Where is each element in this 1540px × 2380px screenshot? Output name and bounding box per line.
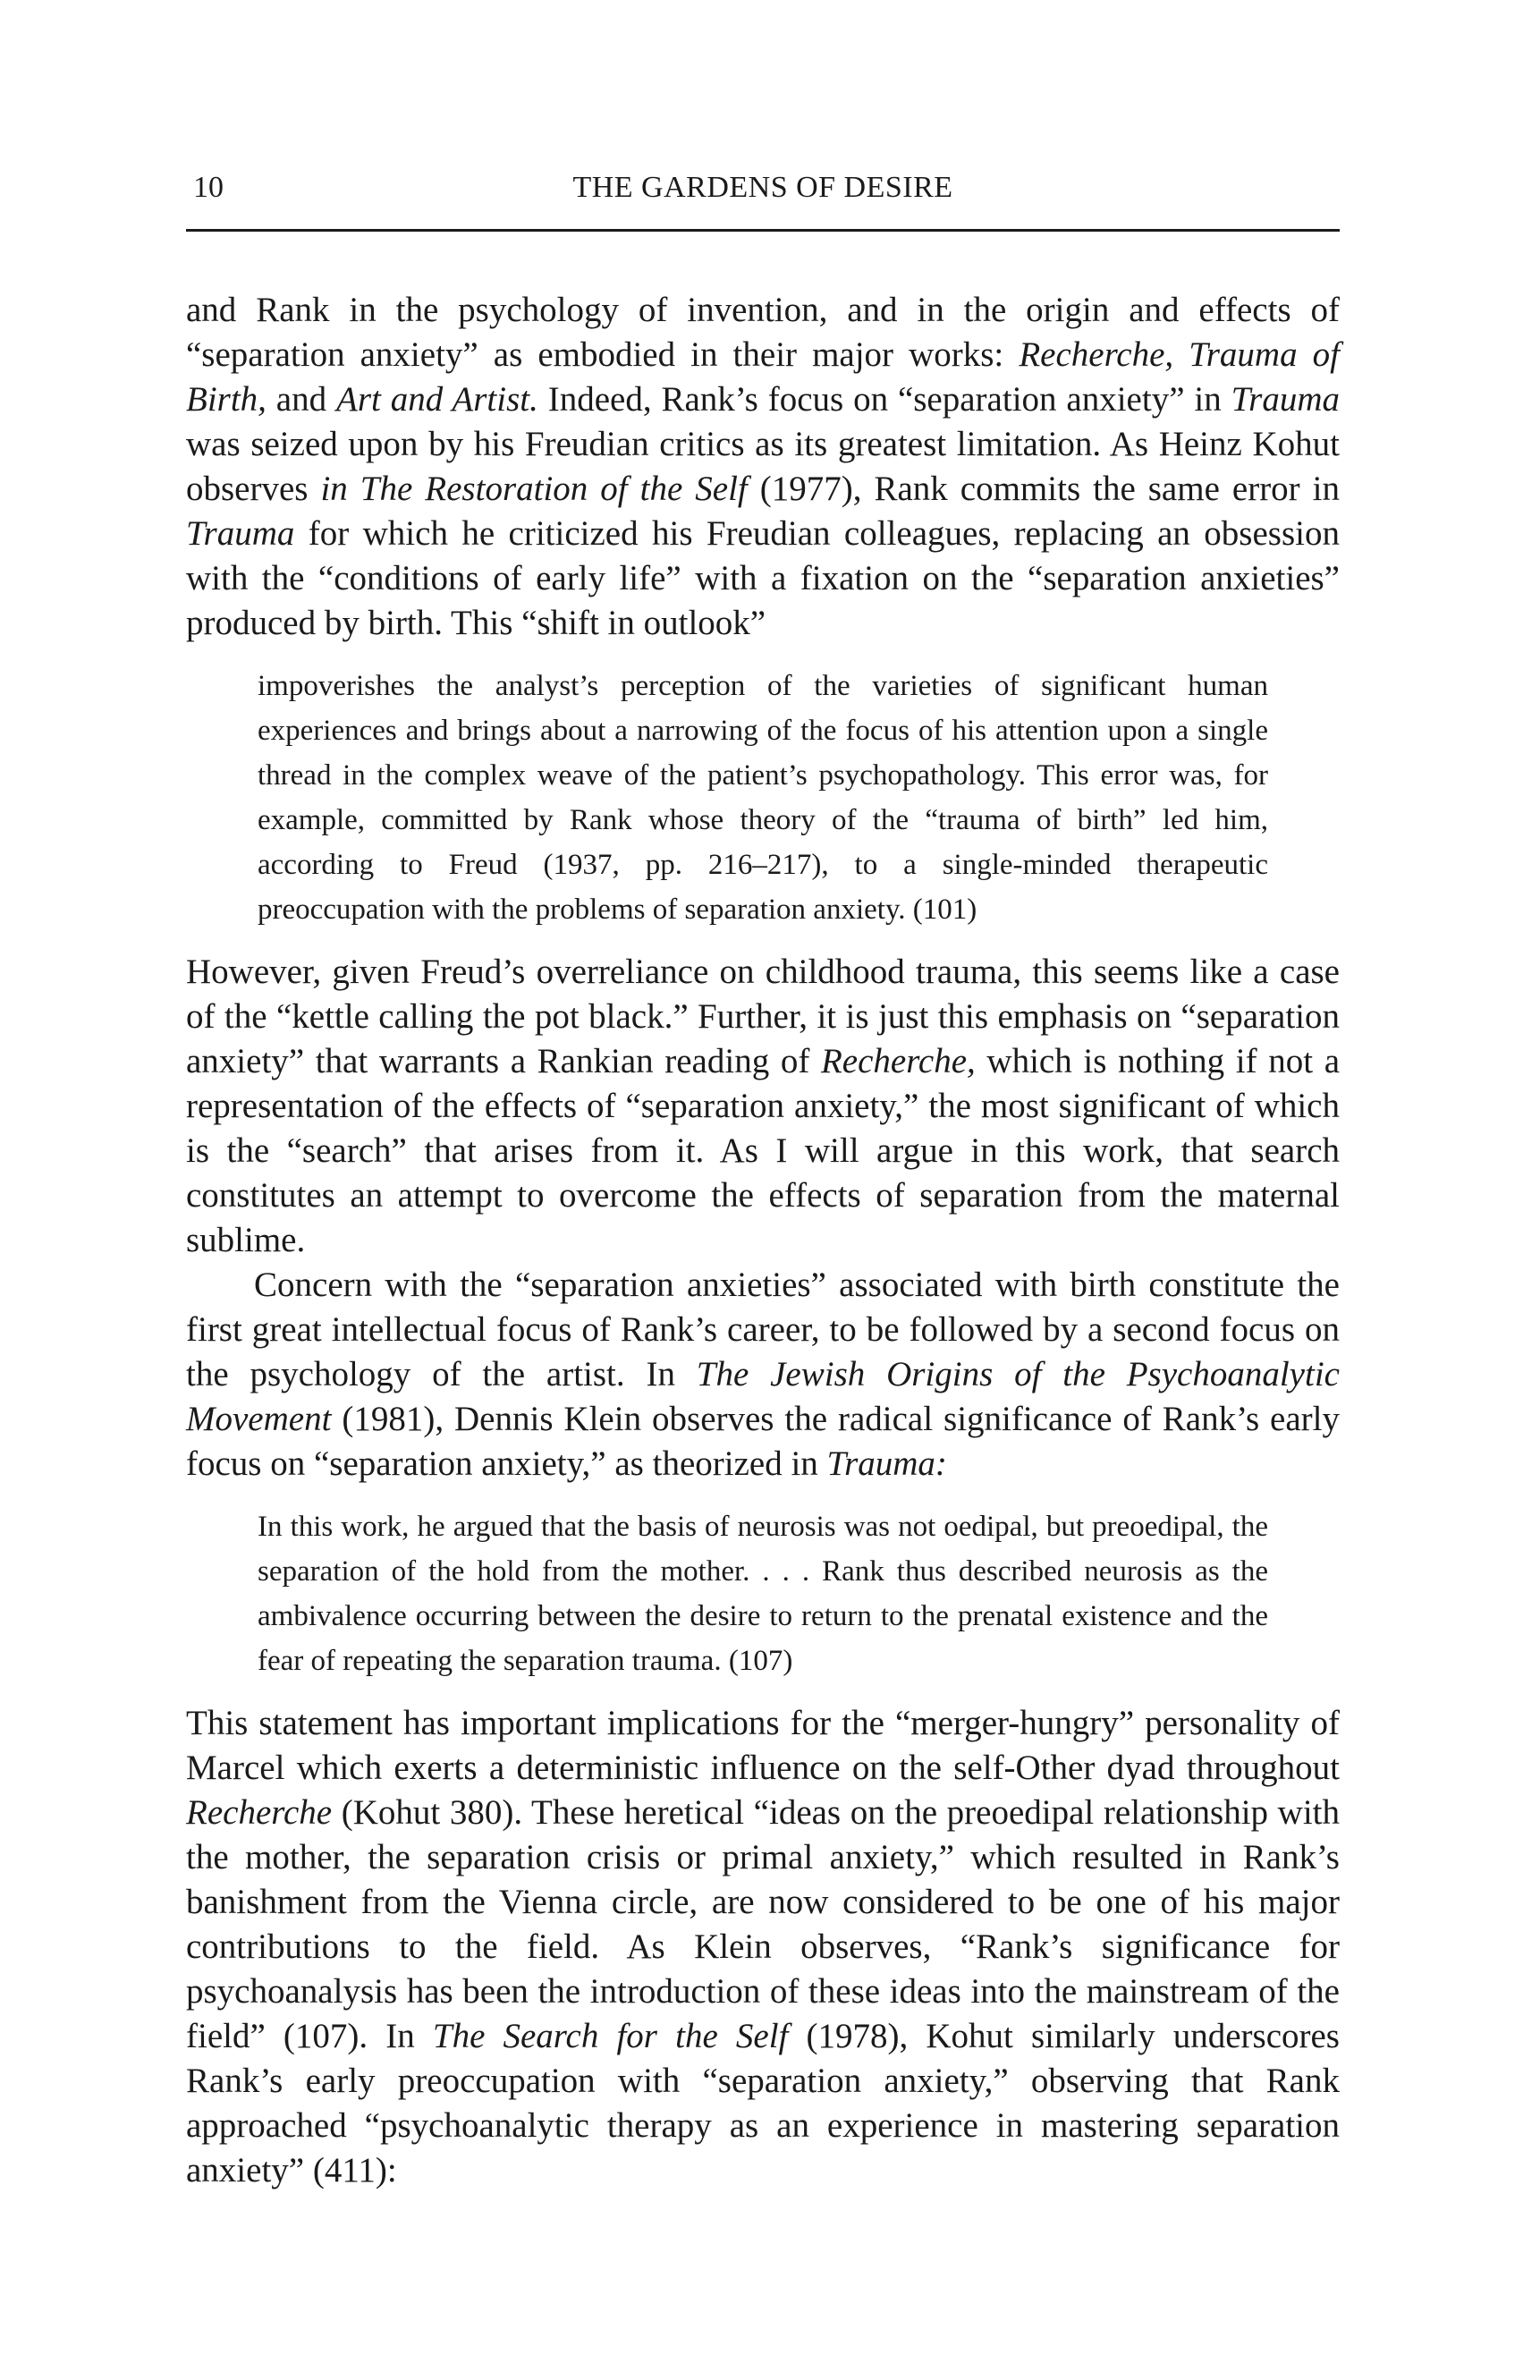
page-number: 10: [193, 171, 224, 204]
italic-title: The Search for the Self: [432, 2017, 789, 2055]
italic-title: Recherche: [186, 1793, 333, 1832]
text-run: Indeed, Rank’s focus on “separation anxiety” in: [537, 380, 1231, 419]
running-head: [186, 170, 1340, 224]
text-run: which is nothing if not a representation of the effects of “separation anxiety,” the most significant of which is the “search” that arises from it. As I will argue in this work, that search constitutes an attempt to overcome the effects of separation from the maternal sublime.: [186, 1042, 1341, 1259]
block-quote-2: In this work, he argued that the basis of neurosis was not oedipal, but preoedipal, the separation of the hold from the mother. . . . Rank thus described neurosis as the ambivalence occurring between the desire to return to the prenatal existence and the fear of repeating the separation trauma. (107): [258, 1511, 1268, 1677]
text-run: for which he criticized his Freudian colleagues, replacing an obsession with the “conditions of early life” with a fixation on the “separation anxieties” produced by birth. This “shift in outlook”: [186, 514, 1340, 642]
italic-title: in The Restoration of the Self: [320, 470, 748, 508]
text-run: (1978), Kohut similarly underscores Rank’s early preoccupation with “separation anxiety,” observing that Rank approached “psychoanalytic therapy as an experience in mastering separation anxiety” (411):: [186, 2017, 1340, 2189]
italic-title: Recherche, Trauma of Birth,: [186, 335, 1340, 419]
paragraph-3: [186, 1263, 1340, 1486]
paragraph-2: [186, 950, 1340, 1263]
text-run: Concern with the “separation anxieties” associated with birth constitute the first great intellectual focus of Rank’s career, to be followed by a second focus on the psychology of the artist. In: [186, 1266, 1340, 1393]
paragraph-4: [186, 1701, 1340, 2193]
text-run: However, given Freud’s overreliance on childhood trauma, this seems like a case of the “kettle calling the pot black.” Further, it is just this emphasis on “separation anxiety” that warrants a Rankian reading of: [186, 953, 1340, 1080]
italic-title: The Jewish Origins of the Psychoanalytic Movement: [186, 1355, 1340, 1438]
italic-title: Recherche,: [820, 1042, 976, 1080]
italic-title: Trauma:: [826, 1444, 947, 1483]
text-run: and Rank in the psychology of invention, and in the origin and effects of “separation anxiety” as embodied in their major works:: [186, 291, 1340, 374]
text-run: was seized upon by his Freudian critics as its greatest limitation. As Heinz Kohut observes: [186, 425, 1340, 508]
header-rule: [186, 229, 1340, 232]
italic-title: Trauma: [1231, 380, 1341, 419]
running-title: THE GARDENS OF DESIRE: [572, 171, 953, 204]
body-text: [186, 288, 1340, 2193]
paragraph-1: [186, 288, 1340, 646]
text-run: (1977), Rank commits the same error in: [747, 470, 1340, 508]
text-run: (Kohut 380). These heretical “ideas on the preoedipal relationship with the mother, the separation crisis or primal anxiety,” which resulted in Rank’s banishment from the Vienna circle, are now considered to be one of his major contributions to the field. As Klein observes, “Rank’s significance for psychoanalysis has been the introduction of these ideas into the mainstream of the field” (107). In: [186, 1793, 1340, 2055]
italic-title: Trauma: [186, 514, 295, 553]
italic-title: Art and Artist.: [336, 380, 538, 419]
text-run: and: [266, 380, 337, 419]
text-run: This statement has important implications for the “merger-hungry” personality of Marcel which exerts a deterministic influence on the self-Other dyad throughout: [186, 1704, 1340, 1787]
block-quote-1: impoverishes the analyst’s perception of the varieties of significant human experiences and brings about a narrowing of the focus of his attention upon a single thread in the complex weave of the patient’s psychopathology. This error was, for example, committed by Rank whose theory of the “trauma of birth” led him, according to Freud (1937, pp. 216–217), to a single-minded therapeutic preoccupation with the problems of separation anxiety. (101): [258, 670, 1268, 926]
text-run: (1981), Dennis Klein observes the radical significance of Rank’s early focus on “separation anxiety,” as theorized in: [186, 1400, 1340, 1483]
